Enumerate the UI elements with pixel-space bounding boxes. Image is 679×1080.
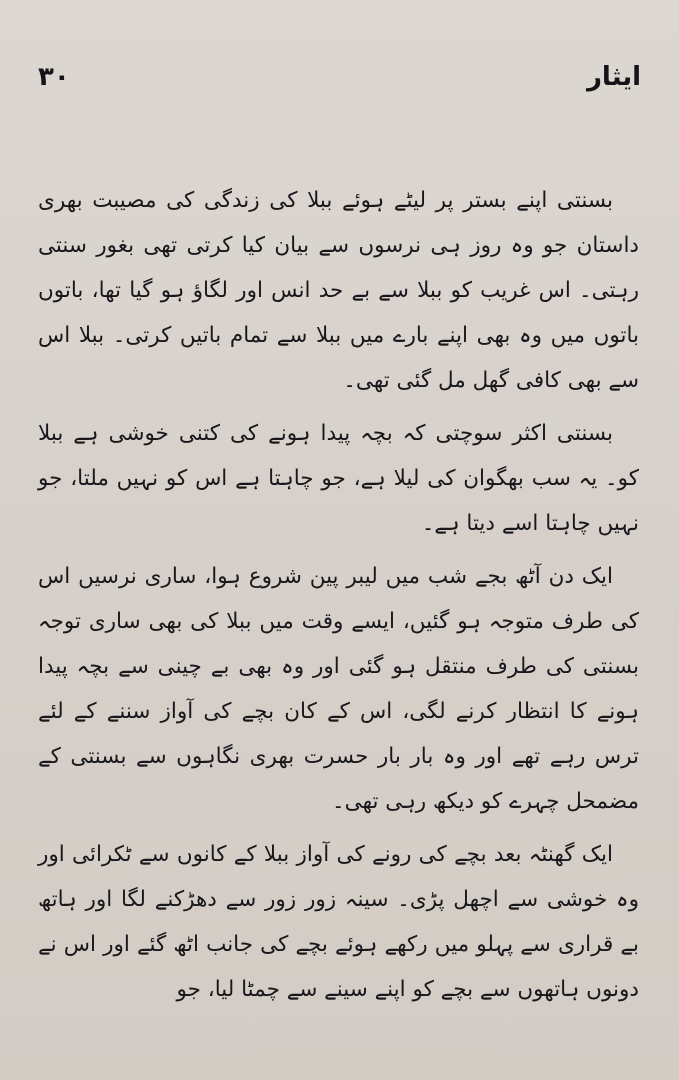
page-number: ٣٠ <box>38 62 70 92</box>
page-header <box>38 62 641 102</box>
paragraph: ایک گھنٹہ بعد بچے کی رونے کی آواز ببلا کے کانوں سے ٹکرائی اور وہ خوشی سے اچھل پڑی۔ سینہ زور زور سے دھڑکنے لگا اور ہاتھ بے قراری سے پہلو میں رکھے ہوئے بچے کی جانب اٹھ گئے اور اس نے دونوں ہاتھوں سے بچے کو اپنے سینے سے چمٹا لیا، جو <box>38 842 639 1002</box>
running-title: ایثار <box>586 62 641 92</box>
paragraph: بسنتی اپنے بستر پر لیٹے ہوئے ببلا کی زندگی کی مصیبت بھری داستان جو وہ روز ہی نرسوں سے بیان کیا کرتی تھی بغور سنتی رہتی۔ اس غریب کو ببلا سے بے حد انس اور لگاؤ ہو گیا تھا، باتوں باتوں میں وہ بھی اپنے بارے میں ببلا سے تمام باتیں کرتی۔ ببلا اس سے بھی کافی گھل مل گئی تھی۔ <box>38 188 639 393</box>
paragraph: بسنتی اکثر سوچتی کہ بچہ پیدا ہونے کی کتنی خوشی ہے ببلا کو۔ یہ سب بھگوان کی لیلا ہے، جو چاہتا ہے اس کو نہیں ملتا، جو نہیں چاہتا اسے دیتا ہے۔ <box>38 421 639 536</box>
paragraph: ایک دن آٹھ بجے شب میں لیبر پین شروع ہوا، ساری نرسیں اس کی طرف متوجہ ہو گئیں، ایسے وقت میں ببلا کی بھی ساری توجہ بسنتی کی طرف منتقل ہو گئی اور وہ بھی بے چینی سے بچہ پیدا ہونے کا انتظار کرنے لگی، اس کے کان بچے کی آواز سننے کے لئے ترس رہے تھے اور وہ بار بار حسرت بھری نگاہوں سے بسنتی کے مضمحل چہرے کو دیکھ رہی تھی۔ <box>38 564 639 814</box>
body-text <box>38 178 639 1020</box>
